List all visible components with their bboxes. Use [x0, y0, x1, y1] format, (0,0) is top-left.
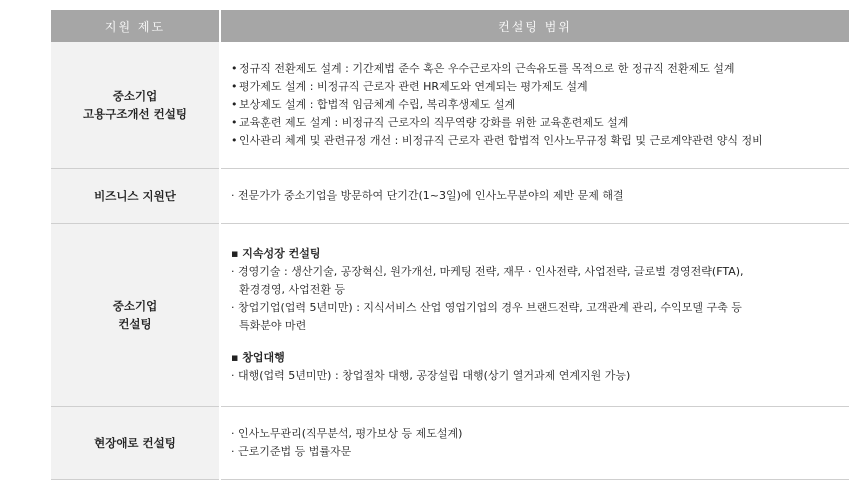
program-name-cell	[51, 169, 220, 224]
bullet-icon: •	[231, 116, 238, 129]
table-row	[51, 224, 849, 407]
section-title: ▪ 지속성장 컨설팅	[231, 247, 321, 260]
program-name: 중소기업	[112, 299, 158, 313]
scope-item: · 창업기업(업력 5년미만) : 지식서비스 산업 영업기업의 경우 브랜드전략, 고객관계 관리, 수익모델 구축 등	[231, 301, 742, 314]
table-row	[51, 169, 849, 224]
header-consulting-scope: 컨설팅 범위	[220, 10, 849, 42]
scope-item: · 대행(업력 5년미만) : 창업절차 대행, 공장설립 대행(상기 열거과제 연계지원 가능)	[231, 369, 631, 382]
table-row	[51, 42, 849, 169]
section-title: ▪ 창업대행	[231, 351, 285, 364]
scope-cell	[220, 224, 849, 407]
program-name: 컨설팅	[118, 317, 152, 331]
bullet-icon: •	[231, 80, 238, 93]
table-header-row	[51, 10, 849, 42]
scope-item: · 근로기준법 등 법률자문	[231, 445, 352, 458]
scope-item-continued: 특화분야 마련	[239, 319, 307, 332]
scope-cell	[220, 407, 849, 480]
scope-item: · 경영기술 : 생산기술, 공장혁신, 원가개선, 마케팅 전략, 재무 · 인사전략, 사업전략, 글로벌 경영전략(FTA),	[231, 265, 744, 278]
scope-item: • 정규직 전환제도 설계 : 기간제법 준수 혹은 우수근로자의 근속유도를 목적으로 한 정규직 전환제도 설계	[231, 60, 841, 78]
scope-item: • 교육훈련 제도 설계 : 비정규직 근로자의 직무역량 강화를 위한 교육훈련제도 설계	[231, 114, 841, 132]
bullet-icon: •	[231, 98, 238, 111]
scope-item-continued: 환경경영, 사업전환 등	[239, 283, 346, 296]
scope-item: · 전문가가 중소기업을 방문하여 단기간(1~3일)에 인사노무분야의 제반 문제 해결	[231, 189, 624, 202]
scope-item: · 인사노무관리(직무분석, 평가보상 등 제도설계)	[231, 427, 463, 440]
scope-item: • 인사관리 체계 및 관련규정 개선 : 비정규직 근로자 관련 합법적 인사노무규정 확립 및 근로계약관련 양식 정비	[231, 132, 841, 150]
program-name-cell	[51, 42, 220, 169]
program-name: 비즈니스 지원단	[94, 189, 176, 203]
table-row	[51, 407, 849, 480]
program-name: 현장애로 컨설팅	[94, 436, 176, 450]
program-name: 고용구조개선 컨설팅	[83, 107, 187, 121]
consulting-scope-table	[51, 10, 849, 480]
scope-cell	[220, 42, 849, 169]
program-name: 중소기업	[112, 89, 158, 103]
scope-item: • 평가제도 설계 : 비정규직 근로자 관련 HR제도와 연계되는 평가제도 설계	[231, 78, 841, 96]
bullet-icon: •	[231, 62, 238, 75]
scope-cell	[220, 169, 849, 224]
header-support-program: 지원 제도	[51, 10, 220, 42]
bullet-icon: •	[231, 134, 238, 147]
program-name-cell	[51, 407, 220, 480]
program-name-cell	[51, 224, 220, 407]
section-spacer	[231, 335, 841, 349]
scope-item: • 보상제도 설계 : 합법적 임금체계 수립, 복리후생제도 설계	[231, 96, 841, 114]
